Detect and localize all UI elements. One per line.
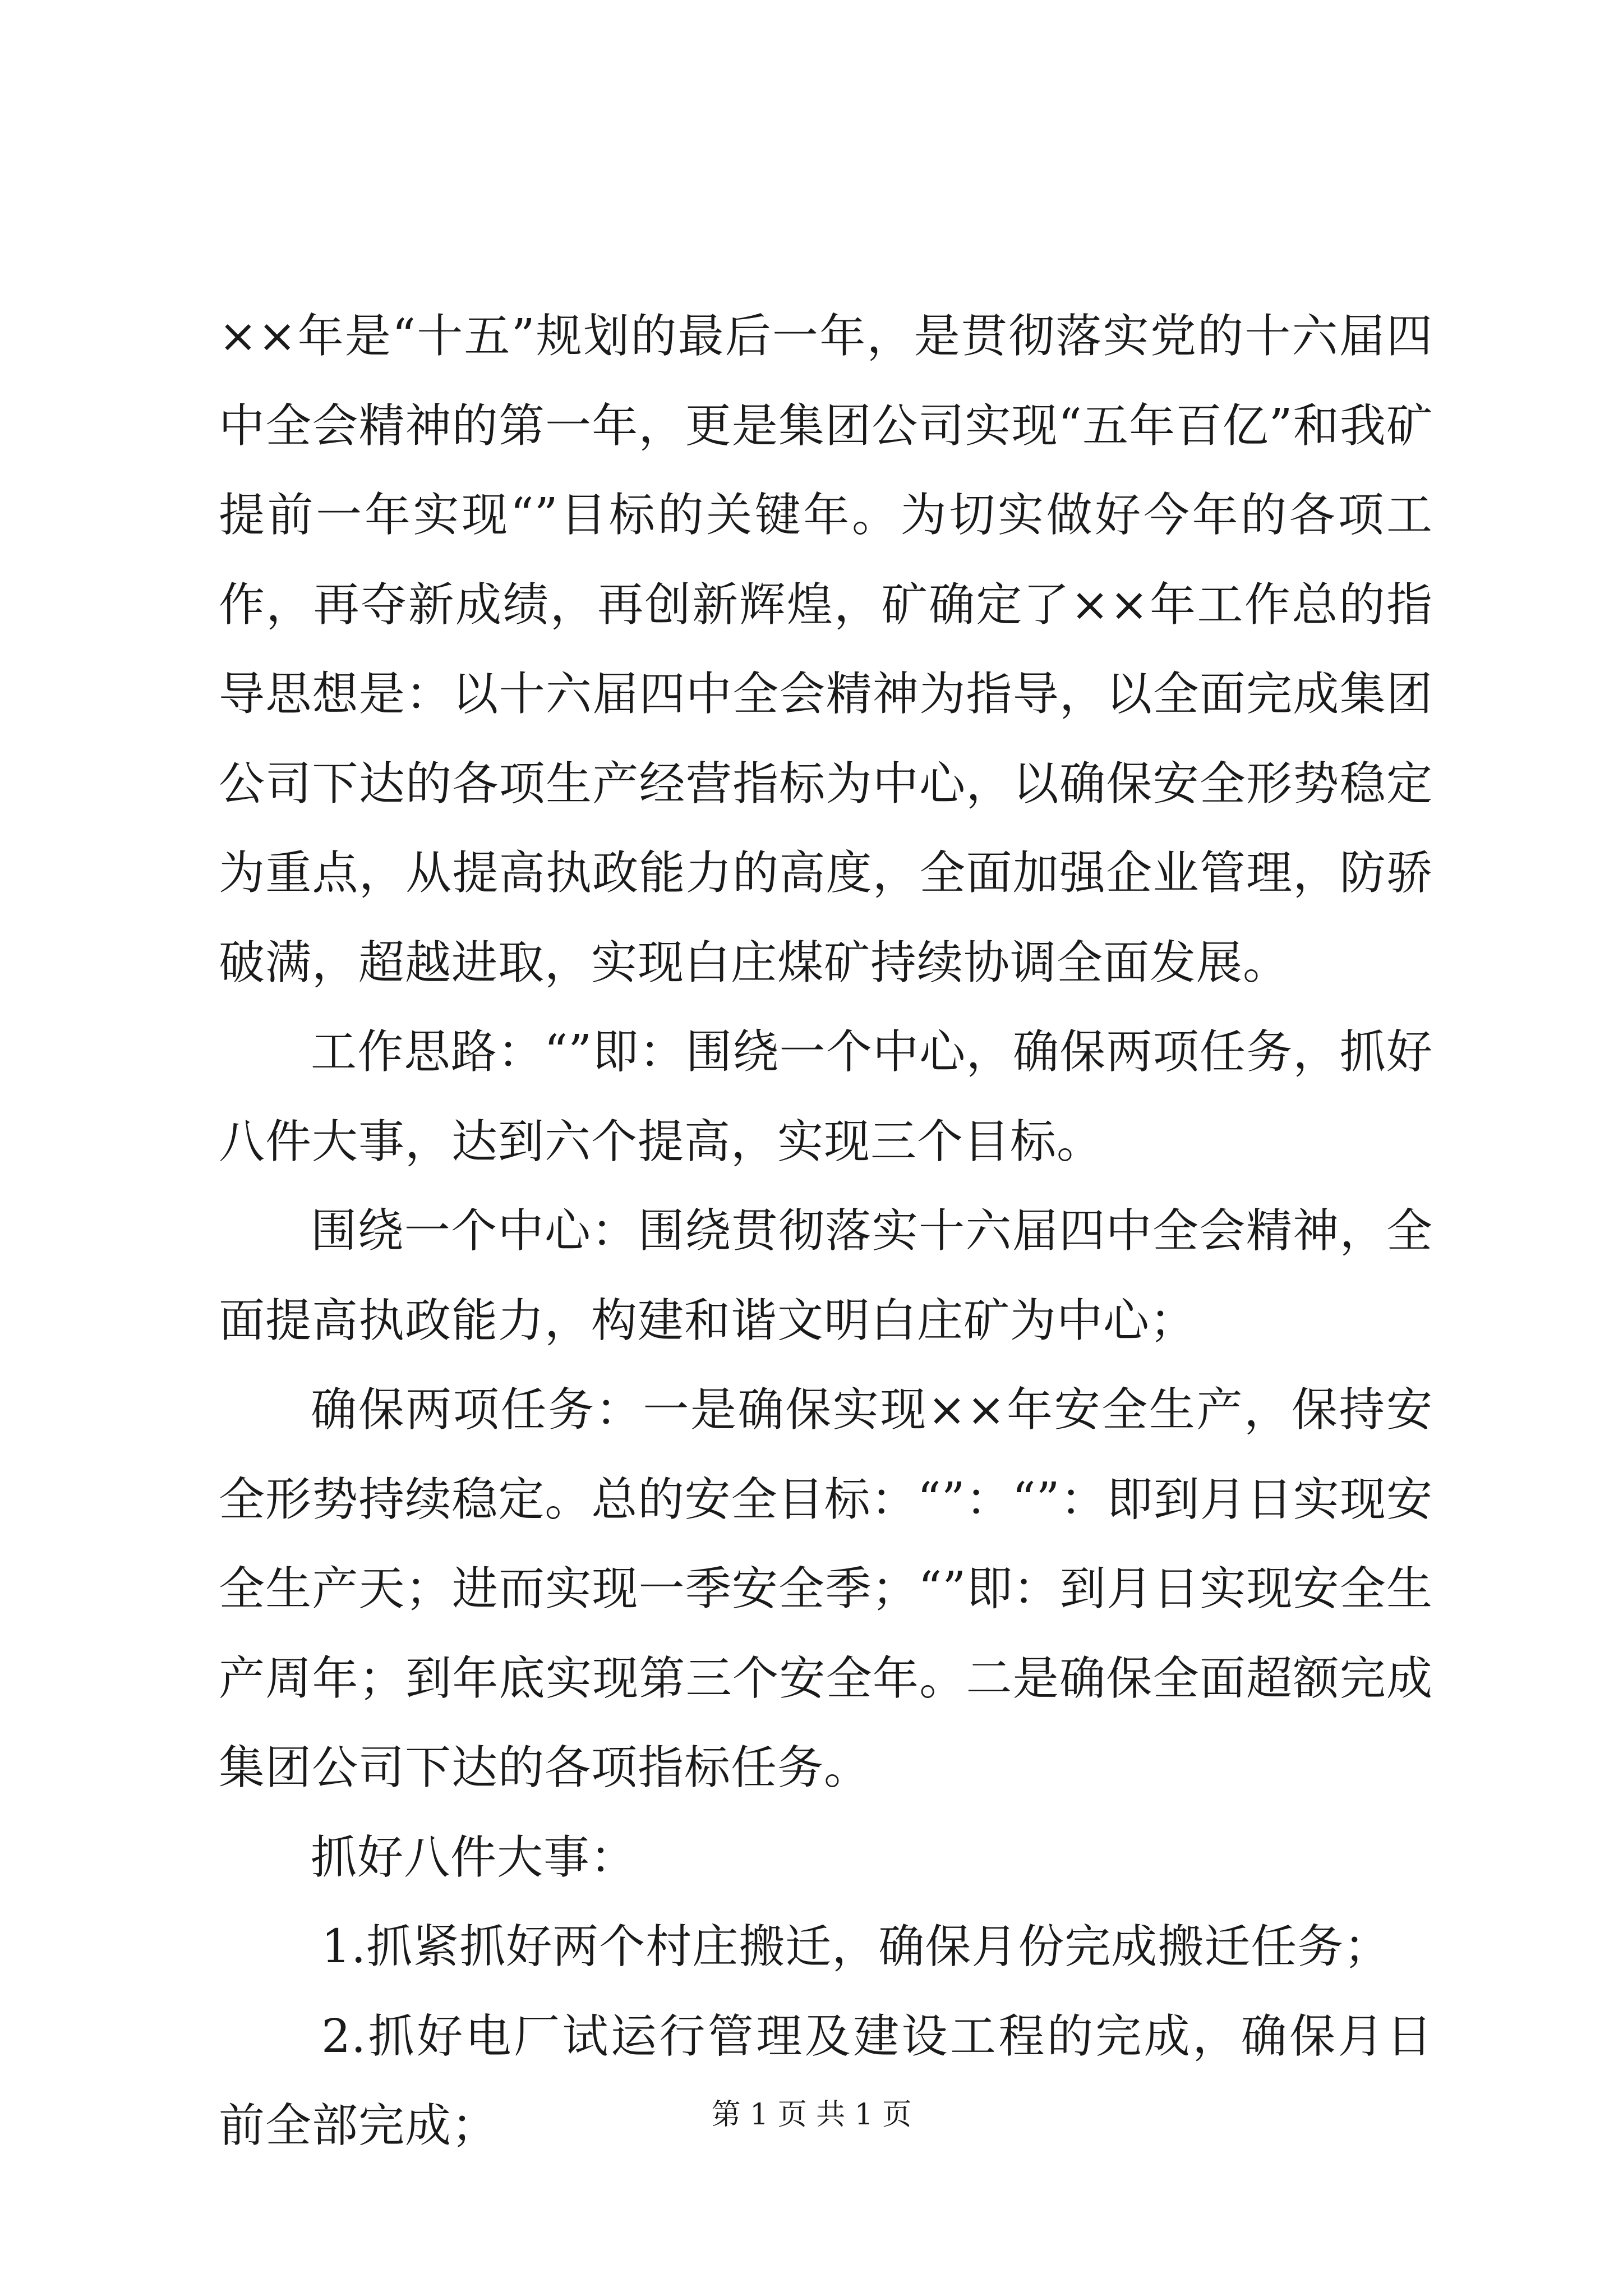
paragraph-guiding-thought: ××年是“十五”规划的最后一年，是贯彻落实党的十六届四中全会精神的第一年，更是集团公司实现“五年百亿”和我矿提前一年实现“”目标的关键年。为切实做好今年的各项工作，再夺新成绩，再创新辉煌，矿确定了××年工作总的指导思想是：以十六届四中全会精神为指导，以全面完成集团公司下达的各项生产经营指标为中心，以确保安全形势稳定为重点，从提高执政能力的高度，全面加强企业管理，防骄破满，超越进取，实现白庄煤矿持续协调全面发展。: [219, 310, 1433, 990]
paragraph-eight-matters-heading: 抓好八件大事：: [311, 1830, 637, 1884]
document-body: [219, 292, 1433, 2171]
paragraph-two-tasks: 确保两项任务：一是确保实现××年安全生产，保持安全形势持续稳定。总的安全目标：“”：“”：即到月日实现安全生产天；进而实现一季安全季；“”即：到月日实现安全生产周年；到年底实现第三个安全年。二是确保全面超额完成集团公司下达的各项指标任务。: [219, 1383, 1433, 1795]
page-footer: 第 1 页 共 1 页: [711, 2098, 912, 2132]
paragraph-work-approach: 工作思路：“”即：围绕一个中心，确保两项任务，抓好八件大事，达到六个提高，实现三个目标。: [219, 1025, 1433, 1168]
paragraph-one-center: 围绕一个中心：围绕贯彻落实十六届四中全会精神，全面提高执政能力，构建和谐文明白庄矿为中心；: [219, 1204, 1433, 1347]
list-item-2: 2.抓好电厂试运行管理及建设工程的完成，确保月日前全部完成；: [219, 2009, 1433, 2152]
list-item-1: 1.抓紧抓好两个村庄搬迁，确保月份完成搬迁任务；: [321, 1920, 1391, 1973]
